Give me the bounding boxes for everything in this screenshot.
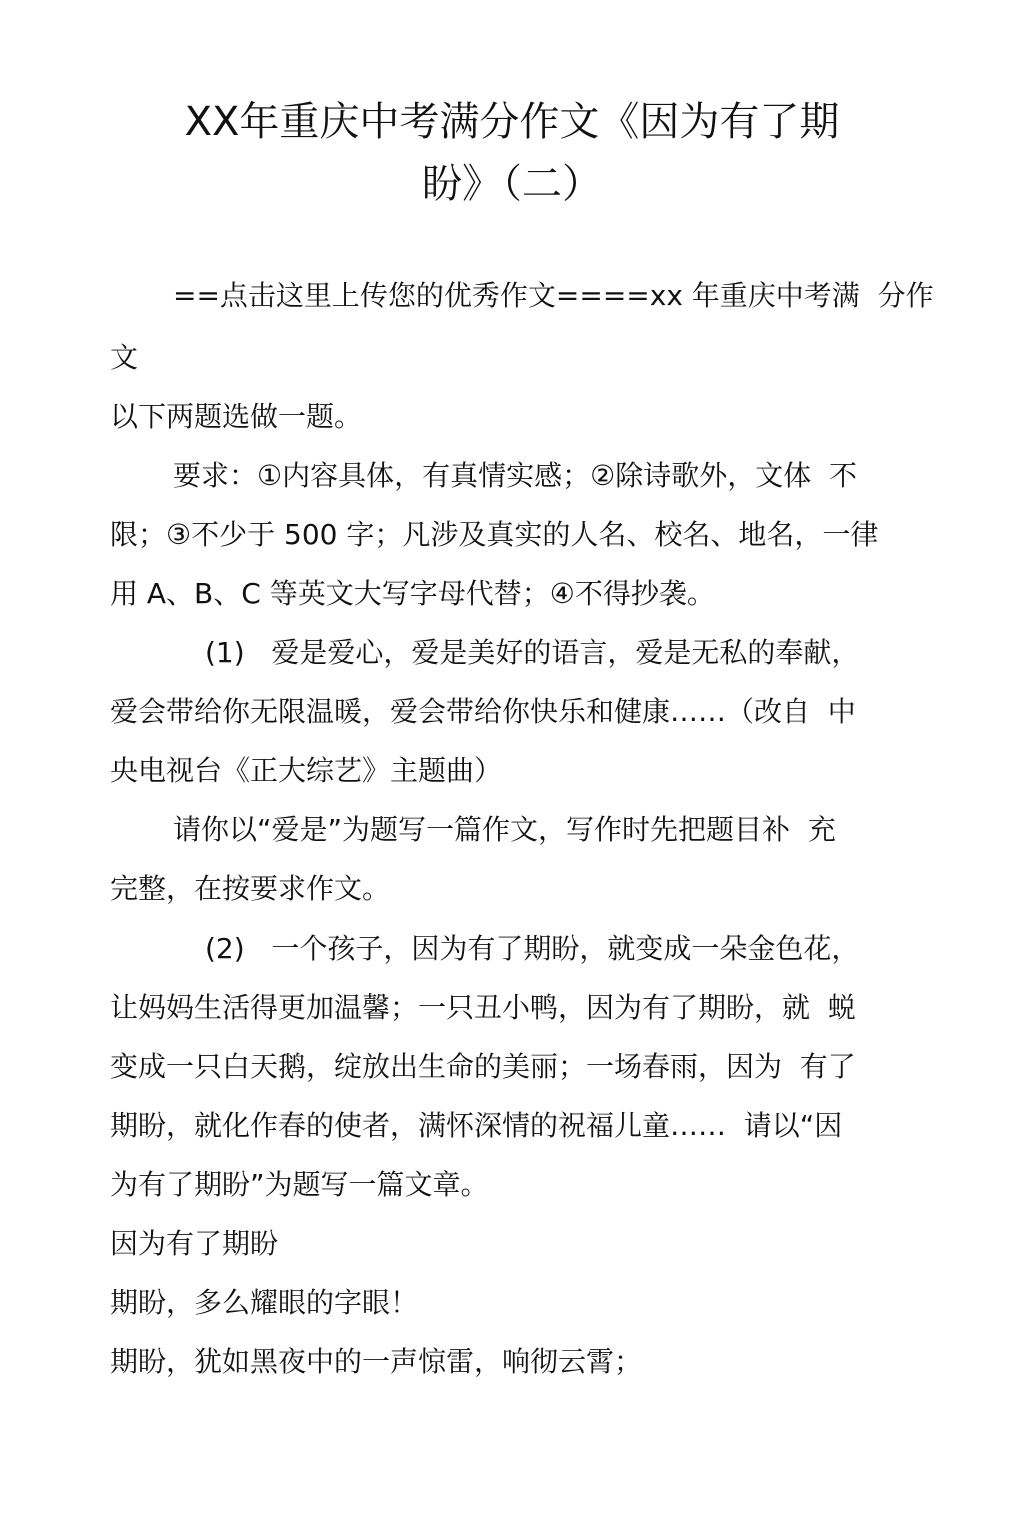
prompt-2-line: 为有了期盼”为题写一篇文章。 xyxy=(110,1168,489,1201)
instruction-line: 以下两题选做一题。 xyxy=(110,400,363,433)
requirements-line: 要求：①内容具体，有真情实感；②除诗歌外，文体 不 xyxy=(173,459,858,492)
body-line: 文 xyxy=(110,341,139,374)
essay-line: 期盼，犹如黑夜中的一声惊雷，响彻云霄； xyxy=(110,1345,643,1378)
prompt-2-line: 变成一只白天鹅，绽放出生命的美丽；一场春雨，因为 有了 xyxy=(110,1050,856,1083)
prompt-1-line: 爱会带给你无限温暖，爱会带给你快乐和健康……（改自 中 xyxy=(110,695,856,728)
essay-title: 因为有了期盼 xyxy=(110,1227,279,1260)
requirements-line: 限；③不少于 500 字；凡涉及真实的人名、校名、地名，一律 xyxy=(110,518,879,551)
document-title-line-2: 盼》（二） xyxy=(422,161,602,207)
prompt-1-instruction: 完整，在按要求作文。 xyxy=(110,872,391,905)
prompt-2-line: 期盼，就化作春的使者，满怀深情的祝福儿童…… 请以“因 xyxy=(110,1109,843,1142)
document-title-line-1: XX年重庆中考满分作文《因为有了期 xyxy=(184,99,840,145)
essay-line: 期盼，多么耀眼的字眼！ xyxy=(110,1286,419,1319)
prompt-2-line: (2) 一个孩子，因为有了期盼，就变成一朵金色花， xyxy=(205,932,860,965)
prompt-2-line: 让妈妈生活得更加温馨；一只丑小鸭，因为有了期盼，就 蜕 xyxy=(110,991,856,1024)
upload-link-text: ==点击这里上传您的优秀作文====xx 年重庆中考满 分作 xyxy=(173,279,934,312)
prompt-1-line: (1) 爱是爱心，爱是美好的语言，爱是无私的奉献， xyxy=(205,636,860,669)
prompt-1-line: 央电视台《正大综艺》主题曲） xyxy=(110,754,503,787)
requirements-line: 用 A、B、C 等英文大写字母代替；④不得抄袭。 xyxy=(110,577,715,610)
prompt-1-instruction: 请你以“爱是”为题写一篇作文，写作时先把题目补 充 xyxy=(173,813,836,846)
